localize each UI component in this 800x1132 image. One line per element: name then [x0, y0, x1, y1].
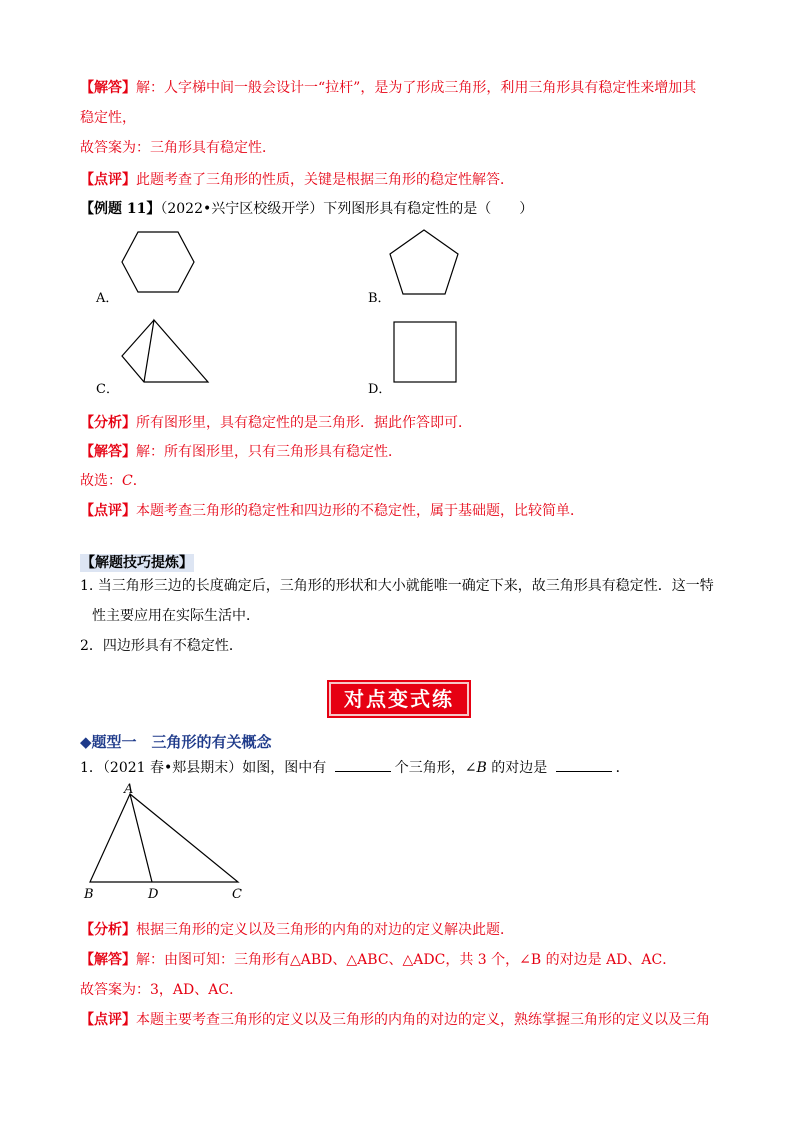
answer-line	[80, 950, 676, 970]
example-tag: 【例题 11】	[80, 201, 161, 217]
choice-prefix: 故选：	[80, 473, 122, 489]
label-b: B	[84, 887, 94, 902]
pentagon-shape	[390, 230, 458, 294]
tips-item-1: 1. 当三角形三边的长度确定后，三角形的形状和大小就能唯一确定下来，故三角形具有稳定性．这一特	[80, 578, 714, 594]
triangle-abc-figure	[82, 782, 252, 902]
option-d-label: D．	[368, 382, 392, 397]
hexagon-figure	[120, 230, 200, 300]
comment-tag: 【点评】	[80, 172, 136, 188]
triangle-shape	[122, 320, 208, 382]
example-source: （2022•兴宁区校级开学）下列图形具有稳定性的是（ ）	[160, 201, 534, 217]
tips-title: 【解题技巧提炼】	[81, 555, 193, 571]
final-answer: 故答案为：3，AD、AC．	[80, 982, 244, 998]
comment-tag: 【点评】	[80, 1012, 136, 1028]
option-a-label: A．	[96, 291, 119, 306]
comment-line	[80, 170, 514, 190]
comment-text: 本题考查三角形的稳定性和四边形的不稳定性，属于基础题，比较简单．	[136, 503, 584, 519]
answer-line	[80, 442, 402, 462]
analysis-line	[80, 413, 472, 433]
option-b-label: B．	[368, 291, 391, 306]
answer-tag: 【解答】	[80, 444, 136, 460]
triangle-abc	[90, 794, 238, 882]
practice-banner: 对点变式练	[329, 682, 469, 716]
choice-letter: C	[122, 473, 133, 489]
answer-tag: 【解答】	[80, 952, 136, 968]
answer-line	[80, 78, 696, 98]
choice-suffix: ．	[132, 473, 147, 489]
question-number: 1．	[80, 760, 103, 776]
answer-tag: 【解答】	[80, 80, 136, 96]
analysis-tag: 【分析】	[80, 415, 136, 431]
final-answer: 故答案为：三角形具有稳定性．	[80, 140, 276, 156]
segment-ad	[130, 794, 152, 882]
analysis-text: 所有图形里，具有稳定性的是三角形．据此作答即可．	[136, 415, 472, 431]
angle-letter: B	[476, 760, 487, 776]
square-shape	[394, 322, 456, 382]
hexagon-shape	[122, 232, 194, 292]
answer-blank-1[interactable]	[335, 758, 391, 772]
question-1	[80, 758, 630, 778]
label-c: C	[232, 887, 242, 902]
option-c-label: C．	[96, 382, 119, 397]
answer-text: 解：由图可知：三角形有△ABD、△ABC、△ADC，共 3 个，∠B 的对边是 AD、AC．	[136, 952, 677, 968]
triangle-figure	[118, 318, 213, 388]
analysis-text: 根据三角形的定义以及三角形的内角的对边的定义解决此题．	[136, 922, 514, 938]
comment-line	[80, 501, 584, 521]
answer-text: 解：所有图形里，只有三角形具有稳定性．	[136, 444, 402, 460]
comment-text: 本题主要考查三角形的定义以及三角形的内角的对边的定义，熟练掌握三角形的定义以及三角	[136, 1012, 710, 1028]
analysis-tag: 【分析】	[80, 922, 136, 938]
tips-item-2: 2．四边形具有不稳定性．	[80, 638, 243, 654]
answer-line-continued: 稳定性，	[80, 110, 136, 126]
comment-line	[80, 1010, 710, 1030]
analysis-line	[80, 920, 514, 940]
example-title	[80, 199, 533, 219]
pentagon-figure	[388, 228, 463, 298]
tips-item-1-continued: 性主要应用在实际生活中．	[92, 608, 260, 624]
label-d: D	[148, 887, 159, 902]
question-source: （2021 春•郏县期末）如图，图中有	[102, 760, 331, 776]
section-heading: ◆题型一 三角形的有关概念	[80, 733, 272, 751]
answer-text: 解：人字梯中间一般会设计一“拉杆”，是为了形成三角形，利用三角形具有稳定性来增加其	[136, 80, 697, 96]
question-end: ．	[615, 760, 630, 776]
answer-blank-2[interactable]	[556, 758, 612, 772]
question-mid-2: 的对边是	[486, 760, 552, 776]
label-a: A	[124, 782, 134, 797]
choice-line	[80, 471, 147, 491]
question-mid: 个三角形，∠	[394, 760, 477, 776]
square-figure	[392, 320, 462, 386]
comment-text: 此题考查了三角形的性质，关键是根据三角形的稳定性解答．	[136, 172, 514, 188]
comment-tag: 【点评】	[80, 503, 136, 519]
